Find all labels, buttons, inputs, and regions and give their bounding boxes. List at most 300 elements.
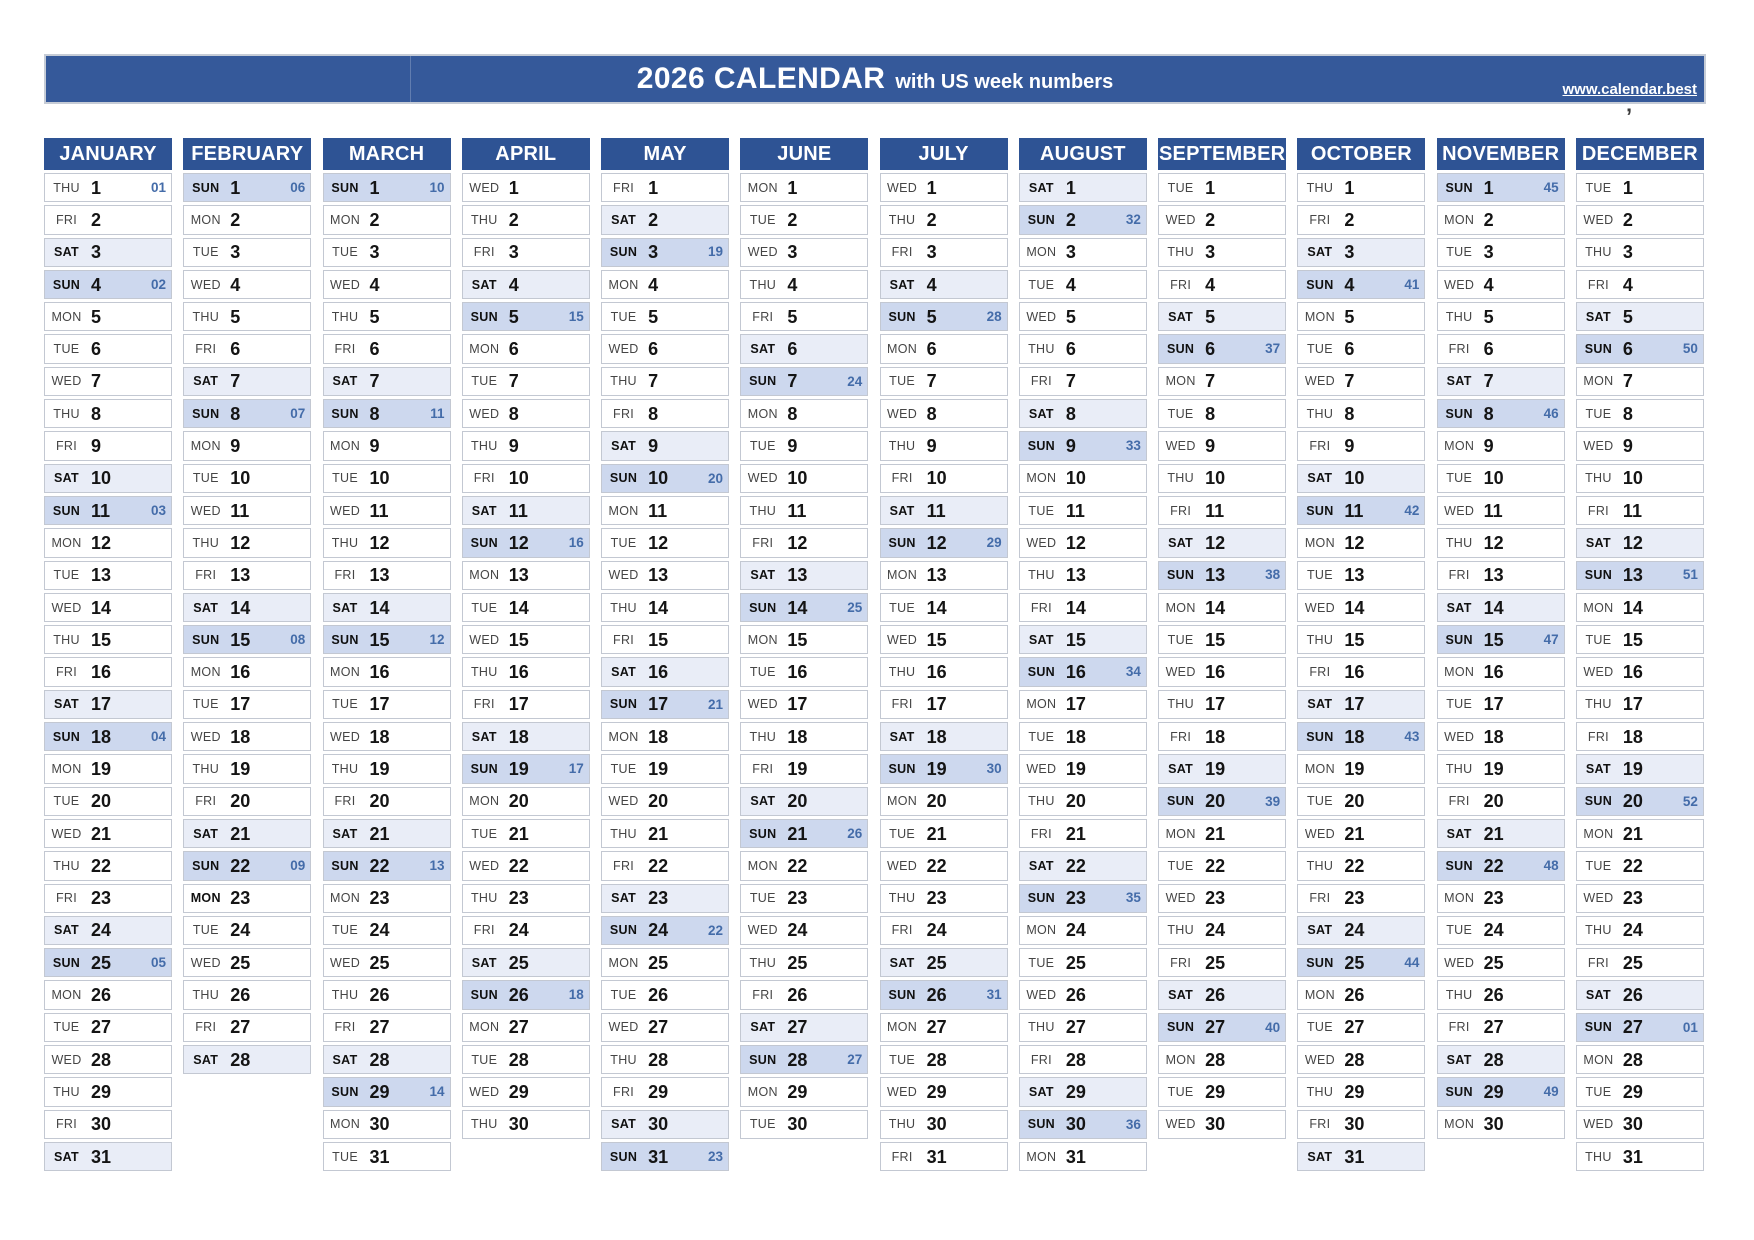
day-number: 23 <box>1065 888 1086 909</box>
day-abbr: TUE <box>1306 568 1333 583</box>
day-abbr: FRI <box>473 471 495 486</box>
day-number: 23 <box>91 888 112 909</box>
day-abbr: SAT <box>611 212 637 227</box>
day-row <box>323 334 451 363</box>
day-number: 27 <box>1483 1017 1504 1038</box>
day-row <box>601 754 729 783</box>
day-row <box>1297 496 1425 525</box>
day-row <box>1576 399 1704 428</box>
day-number: 19 <box>1483 758 1504 779</box>
day-number: 3 <box>508 242 519 263</box>
day-abbr: MON <box>1304 988 1335 1003</box>
day-number: 17 <box>508 694 529 715</box>
day-number: 11 <box>230 500 250 521</box>
day-number: 30 <box>1205 1114 1226 1135</box>
day-row <box>323 431 451 460</box>
day-abbr: TUE <box>332 1149 358 1164</box>
day-abbr: WED <box>887 180 918 195</box>
day-row <box>183 334 311 363</box>
day-number: 15 <box>1622 629 1643 650</box>
day-abbr: TUE <box>610 988 637 1003</box>
day-number: 9 <box>508 436 519 457</box>
week-number: 24 <box>847 373 863 389</box>
day-number: 1 <box>369 177 380 198</box>
day-row <box>44 819 172 848</box>
day-row <box>880 916 1008 945</box>
day-row <box>44 238 172 267</box>
week-number: 13 <box>429 858 445 874</box>
day-abbr: FRI <box>1587 955 1609 970</box>
day-abbr: SAT <box>471 955 497 970</box>
day-abbr: TUE <box>332 471 358 486</box>
day-abbr: SAT <box>54 1149 79 1164</box>
day-number: 20 <box>648 791 669 812</box>
day-row <box>44 464 172 493</box>
day-row <box>44 593 172 622</box>
day-abbr: MON <box>329 212 361 227</box>
day-row <box>183 431 311 460</box>
day-row <box>1297 1142 1425 1171</box>
day-number: 31 <box>1622 1146 1643 1167</box>
day-number: 1 <box>1065 177 1076 198</box>
day-abbr: SAT <box>611 665 637 680</box>
day-number: 14 <box>1065 597 1086 618</box>
day-row <box>1158 561 1286 590</box>
day-row <box>740 884 868 913</box>
day-abbr: SUN <box>888 761 916 776</box>
day-number: 2 <box>1344 209 1355 230</box>
day-row <box>44 496 172 525</box>
day-abbr: SAT <box>1168 988 1194 1003</box>
day-row <box>323 464 451 493</box>
day-row <box>740 593 868 622</box>
day-number: 17 <box>1483 694 1504 715</box>
day-abbr: THU <box>192 309 220 324</box>
day-row <box>44 722 172 751</box>
day-row <box>880 593 1008 622</box>
day-number: 3 <box>1205 242 1216 263</box>
day-row <box>1019 1013 1147 1042</box>
day-row <box>44 625 172 654</box>
day-abbr: TUE <box>1028 277 1055 292</box>
day-abbr: WED <box>1165 1117 1196 1132</box>
day-abbr: WED <box>1304 1052 1335 1067</box>
day-number: 5 <box>1065 306 1076 327</box>
day-abbr: TUE <box>749 665 776 680</box>
day-row <box>462 238 590 267</box>
day-number: 7 <box>1065 371 1076 392</box>
day-abbr: SAT <box>611 439 637 454</box>
week-number: 07 <box>290 405 306 421</box>
day-abbr: WED <box>51 826 82 841</box>
day-abbr: FRI <box>891 471 913 486</box>
day-row <box>1576 496 1704 525</box>
day-row <box>183 851 311 880</box>
day-row <box>1158 399 1286 428</box>
day-number: 22 <box>508 855 529 876</box>
day-abbr: MON <box>887 1020 918 1035</box>
day-number: 17 <box>648 694 669 715</box>
day-row <box>1019 173 1147 202</box>
day-abbr: THU <box>471 665 498 680</box>
day-abbr: WED <box>1304 374 1335 389</box>
day-number: 6 <box>1205 339 1216 360</box>
day-number: 25 <box>1205 952 1226 973</box>
day-row <box>1019 948 1147 977</box>
day-row <box>601 787 729 816</box>
day-number: 21 <box>230 823 251 844</box>
day-abbr: TUE <box>610 535 637 550</box>
day-row <box>462 593 590 622</box>
day-row <box>601 1013 729 1042</box>
month-header: MARCH <box>323 138 451 170</box>
day-row <box>601 205 729 234</box>
day-number: 15 <box>230 629 251 650</box>
day-row <box>1158 302 1286 331</box>
day-number: 21 <box>1622 823 1643 844</box>
day-number: 5 <box>1483 306 1494 327</box>
day-row <box>183 367 311 396</box>
day-number: 11 <box>508 500 528 521</box>
day-number: 7 <box>1622 371 1633 392</box>
day-number: 9 <box>648 436 659 457</box>
day-abbr: FRI <box>1170 503 1192 518</box>
week-number: 36 <box>1125 1116 1141 1132</box>
day-abbr: TUE <box>889 600 916 615</box>
day-row <box>740 948 868 977</box>
day-abbr: SUN <box>609 697 638 712</box>
day-row <box>880 173 1008 202</box>
day-abbr: THU <box>888 665 916 680</box>
day-abbr: WED <box>608 794 639 809</box>
day-abbr: TUE <box>1167 180 1194 195</box>
day-number: 26 <box>787 985 808 1006</box>
day-abbr: FRI <box>55 439 78 454</box>
day-abbr: TUE <box>471 374 498 389</box>
day-row <box>1297 690 1425 719</box>
day-number: 30 <box>1065 1114 1086 1135</box>
day-abbr: MON <box>608 503 639 518</box>
day-row <box>1437 916 1565 945</box>
day-row <box>740 302 868 331</box>
day-row <box>880 1077 1008 1106</box>
day-row <box>1019 690 1147 719</box>
day-row <box>1297 593 1425 622</box>
day-row <box>601 884 729 913</box>
day-number: 17 <box>787 694 808 715</box>
day-row <box>44 528 172 557</box>
day-number: 15 <box>1344 629 1365 650</box>
week-number: 26 <box>847 825 863 841</box>
day-row <box>462 690 590 719</box>
day-row <box>44 399 172 428</box>
day-abbr: WED <box>1165 212 1196 227</box>
week-number: 16 <box>568 535 584 551</box>
day-abbr: FRI <box>613 1084 635 1099</box>
day-number: 24 <box>369 920 390 941</box>
day-abbr: SAT <box>750 794 776 809</box>
day-row <box>1019 399 1147 428</box>
day-number: 12 <box>1622 532 1643 553</box>
day-abbr: TUE <box>1167 632 1194 647</box>
day-number: 9 <box>369 436 380 457</box>
day-number: 23 <box>369 888 390 909</box>
day-abbr: WED <box>887 858 918 873</box>
day-abbr: TUE <box>192 245 219 260</box>
day-row <box>1437 948 1565 977</box>
day-row <box>323 367 451 396</box>
day-row <box>1297 399 1425 428</box>
day-row <box>601 916 729 945</box>
day-number: 16 <box>230 662 251 683</box>
day-abbr: THU <box>1445 988 1473 1003</box>
day-abbr: FRI <box>1448 342 1470 357</box>
day-abbr: MON <box>1444 1117 1475 1132</box>
day-abbr: MON <box>469 1020 500 1035</box>
day-number: 20 <box>91 791 112 812</box>
day-abbr: THU <box>471 212 498 227</box>
day-number: 11 <box>1622 500 1642 521</box>
day-abbr: SUN <box>470 988 498 1003</box>
day-number: 1 <box>787 177 798 198</box>
day-number: 18 <box>1483 726 1504 747</box>
day-abbr: SAT <box>1307 471 1333 486</box>
day-abbr: SAT <box>193 1052 219 1067</box>
month-column-may <box>601 138 729 1174</box>
day-row <box>1158 916 1286 945</box>
day-row <box>740 1045 868 1074</box>
day-number: 18 <box>230 726 251 747</box>
day-row <box>740 399 868 428</box>
day-row <box>740 270 868 299</box>
day-row <box>1158 657 1286 686</box>
day-number: 14 <box>508 597 529 618</box>
day-row <box>880 980 1008 1009</box>
day-abbr: WED <box>51 600 82 615</box>
day-number: 17 <box>926 694 947 715</box>
day-row <box>462 334 590 363</box>
day-number: 1 <box>1622 177 1633 198</box>
day-abbr: SAT <box>889 729 915 744</box>
week-number: 47 <box>1543 632 1559 648</box>
day-abbr: TUE <box>749 212 776 227</box>
day-number: 11 <box>1065 500 1085 521</box>
day-number: 2 <box>230 209 241 230</box>
day-number: 17 <box>369 694 390 715</box>
day-abbr: SAT <box>54 245 79 260</box>
website-link[interactable]: www.calendar.best <box>1562 81 1697 98</box>
day-number: 13 <box>230 565 251 586</box>
day-abbr: THU <box>610 1052 637 1067</box>
day-number: 18 <box>787 726 808 747</box>
day-number: 3 <box>230 242 241 263</box>
month-column-june <box>740 138 868 1174</box>
day-number: 13 <box>1483 565 1504 586</box>
day-abbr: WED <box>1304 826 1335 841</box>
title-group <box>637 62 1113 96</box>
day-number: 16 <box>787 662 808 683</box>
day-number: 10 <box>1622 468 1643 489</box>
day-row <box>1576 561 1704 590</box>
week-number: 50 <box>1682 341 1698 357</box>
week-number: 04 <box>150 728 166 744</box>
day-row <box>1019 722 1147 751</box>
day-number: 29 <box>369 1081 390 1102</box>
day-number: 12 <box>1205 532 1226 553</box>
day-abbr: SAT <box>1028 632 1054 647</box>
day-abbr: THU <box>471 1117 498 1132</box>
day-abbr: SUN <box>192 858 220 873</box>
day-number: 23 <box>926 888 947 909</box>
day-abbr: THU <box>1167 245 1194 260</box>
day-number: 15 <box>787 629 808 650</box>
day-abbr: MON <box>1026 923 1057 938</box>
day-row <box>1437 980 1565 1009</box>
day-abbr: TUE <box>332 923 358 938</box>
day-abbr: SAT <box>1168 535 1194 550</box>
day-row <box>462 819 590 848</box>
day-number: 28 <box>369 1049 390 1070</box>
day-abbr: SAT <box>332 374 358 389</box>
day-number: 9 <box>1622 436 1633 457</box>
day-abbr: THU <box>749 729 777 744</box>
day-abbr: THU <box>1306 632 1334 647</box>
day-number: 19 <box>926 758 947 779</box>
day-abbr: THU <box>192 988 220 1003</box>
day-number: 6 <box>369 339 380 360</box>
day-number: 6 <box>508 339 519 360</box>
day-number: 3 <box>1483 242 1494 263</box>
day-number: 7 <box>787 371 798 392</box>
day-row <box>44 1142 172 1171</box>
day-abbr: THU <box>53 1084 80 1099</box>
day-abbr: THU <box>610 826 637 841</box>
day-abbr: WED <box>1165 891 1196 906</box>
day-row <box>1437 561 1565 590</box>
day-abbr: SUN <box>1584 568 1613 583</box>
day-abbr: FRI <box>613 180 635 195</box>
day-row <box>1019 593 1147 622</box>
day-row <box>880 819 1008 848</box>
day-row <box>323 1142 451 1171</box>
day-row <box>462 1013 590 1042</box>
day-row <box>601 851 729 880</box>
day-row <box>740 657 868 686</box>
day-row <box>1297 916 1425 945</box>
day-row <box>44 334 172 363</box>
day-number: 8 <box>230 403 241 424</box>
day-number: 21 <box>926 823 947 844</box>
day-number: 25 <box>230 952 251 973</box>
day-abbr: WED <box>1444 277 1475 292</box>
week-number: 46 <box>1543 405 1559 421</box>
day-number: 7 <box>230 371 241 392</box>
day-number: 30 <box>369 1114 390 1135</box>
day-number: 3 <box>1065 242 1076 263</box>
day-abbr: WED <box>1583 1117 1614 1132</box>
day-number: 9 <box>1205 436 1216 457</box>
day-number: 28 <box>648 1049 669 1070</box>
day-abbr: MON <box>1026 1149 1057 1164</box>
day-number: 2 <box>1483 209 1494 230</box>
day-abbr: TUE <box>1585 406 1612 421</box>
day-number: 26 <box>91 985 112 1006</box>
day-number: 9 <box>1483 436 1494 457</box>
day-number: 26 <box>508 985 529 1006</box>
day-row <box>1019 819 1147 848</box>
day-abbr: THU <box>53 180 80 195</box>
day-row <box>1437 302 1565 331</box>
day-row <box>601 464 729 493</box>
day-abbr: MON <box>1583 826 1614 841</box>
day-number: 12 <box>508 532 529 553</box>
day-number: 21 <box>369 823 390 844</box>
day-row <box>880 1045 1008 1074</box>
day-number: 4 <box>1483 274 1494 295</box>
day-number: 12 <box>1483 532 1504 553</box>
day-number: 12 <box>926 532 947 553</box>
day-row <box>1019 238 1147 267</box>
day-abbr: WED <box>1026 761 1057 776</box>
day-abbr: SAT <box>1585 988 1611 1003</box>
day-row <box>880 334 1008 363</box>
day-number: 24 <box>230 920 251 941</box>
day-number: 11 <box>1344 500 1364 521</box>
day-number: 31 <box>369 1146 390 1167</box>
day-number: 6 <box>230 339 241 360</box>
day-row <box>880 302 1008 331</box>
day-row <box>323 884 451 913</box>
month-column-october <box>1297 138 1425 1174</box>
week-number: 30 <box>986 761 1002 777</box>
day-row <box>1297 980 1425 1009</box>
day-row <box>323 173 451 202</box>
day-row <box>740 561 868 590</box>
day-number: 20 <box>1622 791 1643 812</box>
day-number: 16 <box>1205 662 1226 683</box>
day-number: 15 <box>91 629 112 650</box>
day-row <box>462 1045 590 1074</box>
day-row <box>880 270 1008 299</box>
day-number: 31 <box>926 1146 947 1167</box>
day-row <box>183 625 311 654</box>
day-row <box>44 754 172 783</box>
day-number: 24 <box>1483 920 1504 941</box>
day-number: 6 <box>91 339 102 360</box>
day-row <box>1297 464 1425 493</box>
day-row <box>1297 270 1425 299</box>
day-number: 13 <box>369 565 390 586</box>
week-number: 43 <box>1404 728 1420 744</box>
day-number: 8 <box>1622 403 1633 424</box>
day-abbr: THU <box>888 891 916 906</box>
day-number: 6 <box>926 339 937 360</box>
day-abbr: SUN <box>749 826 777 841</box>
day-row <box>1576 787 1704 816</box>
day-abbr: SUN <box>888 535 916 550</box>
week-number: 14 <box>429 1084 445 1100</box>
day-abbr: SUN <box>52 503 81 518</box>
day-abbr: FRI <box>473 245 495 260</box>
day-row <box>1158 819 1286 848</box>
day-row <box>1297 238 1425 267</box>
day-row <box>601 980 729 1009</box>
day-abbr: THU <box>1028 568 1055 583</box>
day-number: 3 <box>1344 242 1355 263</box>
day-row <box>183 173 311 202</box>
day-abbr: SUN <box>609 245 638 260</box>
day-number: 21 <box>1483 823 1504 844</box>
